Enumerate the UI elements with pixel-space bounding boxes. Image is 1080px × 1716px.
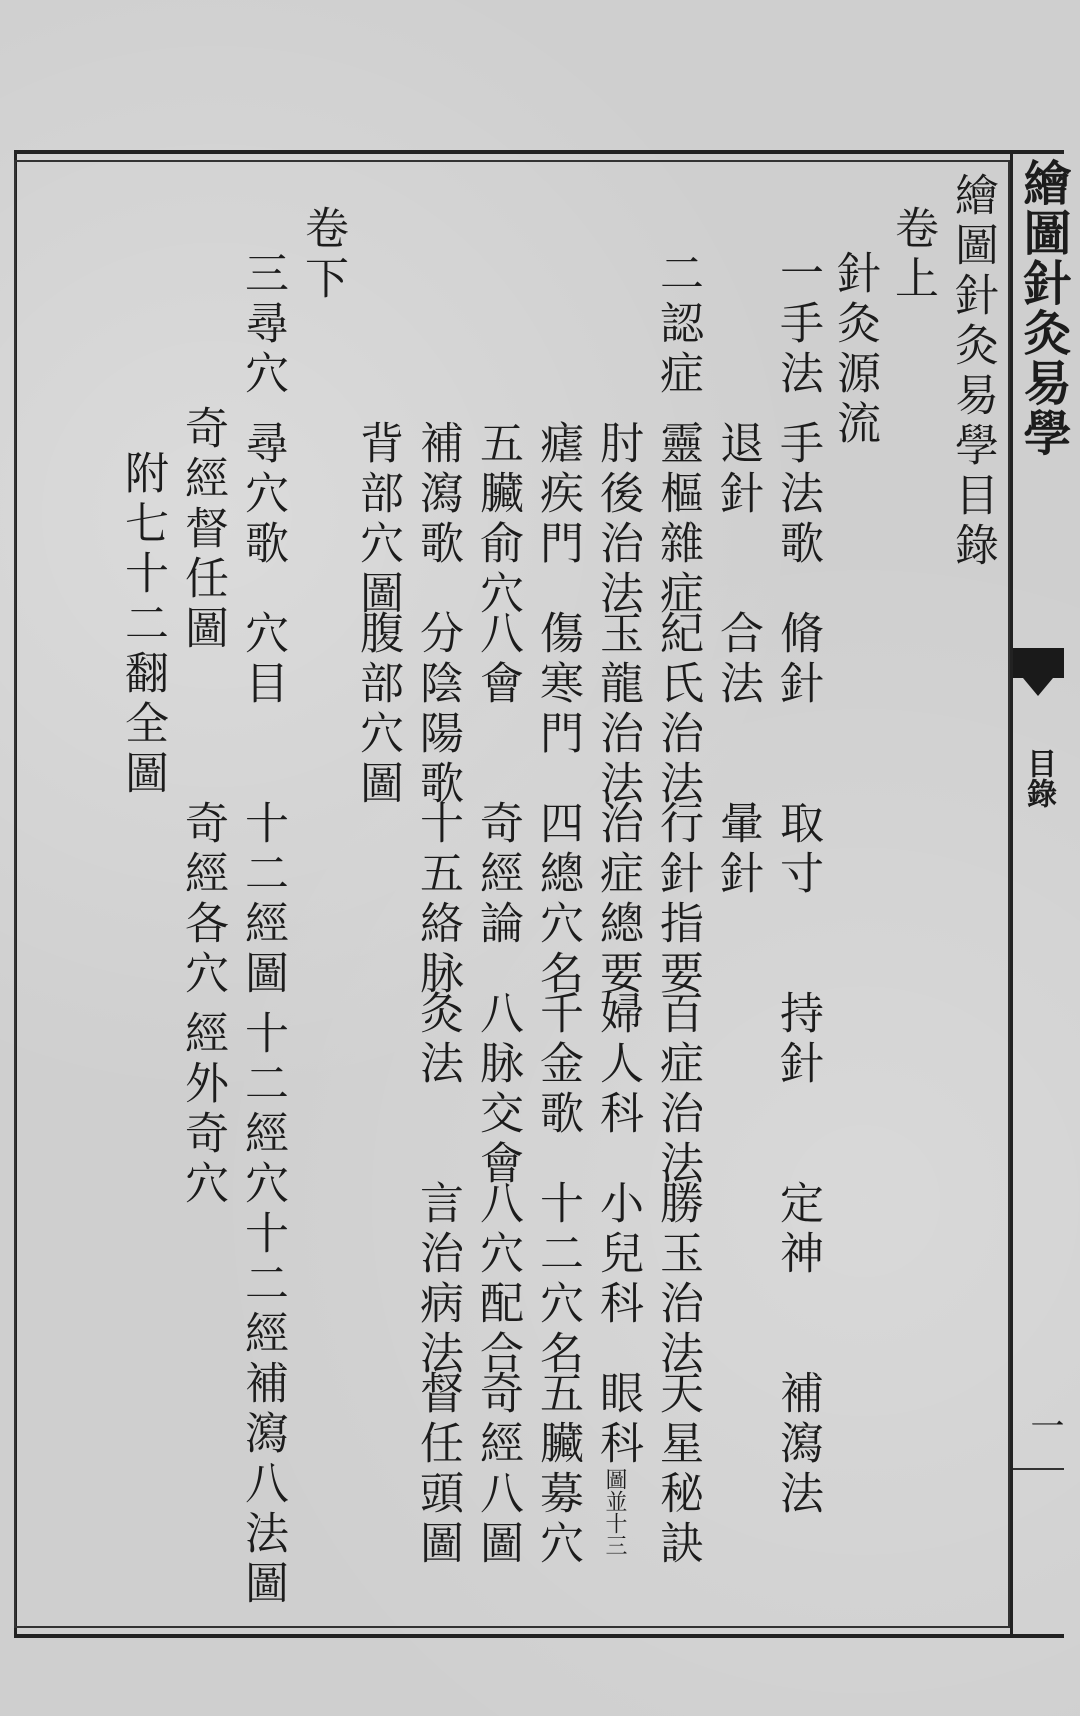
fishtail-mark bbox=[1013, 648, 1064, 678]
banxin-strip bbox=[1010, 150, 1071, 1638]
toc-entry: 十二經圖 bbox=[237, 800, 288, 1000]
banxin-section: 目錄 bbox=[1021, 748, 1056, 808]
toc-entry: 督任頭圖 bbox=[412, 1370, 463, 1570]
toc-entry: 補瀉歌 bbox=[412, 420, 463, 570]
toc-entry: 奇經八圖 bbox=[472, 1370, 523, 1570]
toc-entry: 穴目 bbox=[237, 610, 288, 710]
toc-entry: 五臟俞穴 bbox=[472, 420, 523, 620]
toc-entry: 行針指要 bbox=[652, 800, 703, 1000]
toc-entry: 八會 bbox=[472, 610, 523, 710]
toc-entry: 八穴配合 bbox=[472, 1180, 523, 1380]
toc-entry: 定神 bbox=[772, 1180, 823, 1280]
toc-entry: 灸法 bbox=[412, 990, 463, 1090]
toc-entry: 腹部穴圖 bbox=[352, 610, 403, 810]
toc-entry: 合法 bbox=[712, 610, 763, 710]
toc-entry: 奇經督任圖 bbox=[177, 405, 228, 655]
toc-entry: 補瀉法 bbox=[772, 1370, 823, 1520]
section-heading: 三尋穴 bbox=[237, 250, 288, 400]
toc-entry: 治症總要 bbox=[592, 800, 643, 1000]
toc-entry: 小兒科 bbox=[592, 1180, 643, 1330]
toc-entry: 十五絡脉 bbox=[412, 800, 463, 1000]
toc-entry: 肘後治法 bbox=[592, 420, 643, 620]
toc-entry: 針灸源流 bbox=[829, 250, 880, 450]
volume-label-upper: 卷上 bbox=[887, 205, 938, 305]
page-number: 一 bbox=[1024, 1408, 1064, 1442]
toc-entry: 靈樞雜症 bbox=[652, 420, 703, 620]
toc-entry: 勝玉治法 bbox=[652, 1180, 703, 1380]
toc-entry: 取寸 bbox=[772, 800, 823, 900]
toc-entry: 脩針 bbox=[772, 610, 823, 710]
toc-entry: 四總穴名 bbox=[532, 800, 583, 1000]
volume-label-lower: 卷下 bbox=[297, 205, 348, 305]
book-title: 繪圖針灸易學目錄 bbox=[947, 172, 998, 572]
toc-entry: 天星秘訣 bbox=[652, 1370, 703, 1570]
toc-entry: 瘧疾門 bbox=[532, 420, 583, 570]
banxin-divider bbox=[1013, 1468, 1064, 1470]
toc-entry: 手法歌 bbox=[772, 420, 823, 570]
toc-entry: 百症治法 bbox=[652, 990, 703, 1190]
toc-entry: 言治病法 bbox=[412, 1180, 463, 1380]
toc-entry: 千金歌 bbox=[532, 990, 583, 1140]
toc-entry: 傷寒門 bbox=[532, 610, 583, 760]
toc-entry: 經外奇穴 bbox=[177, 1010, 228, 1210]
toc-entry: 紀氏治法 bbox=[652, 610, 703, 810]
toc-entry: 退針 bbox=[712, 420, 763, 520]
toc-entry: 附七十二翻全圖 bbox=[117, 450, 168, 800]
toc-entry: 玉龍治法 bbox=[592, 610, 643, 810]
toc-annotation: 圖並十三 bbox=[602, 1468, 627, 1556]
toc-entry: 十二經穴 bbox=[237, 1010, 288, 1210]
toc-entry: 十二經補瀉八法圖 bbox=[237, 1210, 288, 1610]
toc-entry: 持針 bbox=[772, 990, 823, 1090]
toc-entry: 婦人科 bbox=[592, 990, 643, 1140]
toc-entry: 奇經論 bbox=[472, 800, 523, 950]
toc-entry: 分陰陽歌 bbox=[412, 610, 463, 810]
toc-entry: 背部穴圖 bbox=[352, 420, 403, 620]
toc-entry: 尋穴歌 bbox=[237, 420, 288, 570]
toc-entry: 暈針 bbox=[712, 800, 763, 900]
section-heading: 二認症 bbox=[652, 250, 703, 400]
section-heading: 一手法 bbox=[772, 250, 823, 400]
toc-entry: 眼科 bbox=[592, 1370, 643, 1470]
toc-entry: 奇經各穴 bbox=[177, 800, 228, 1000]
toc-entry: 八脉交會 bbox=[472, 990, 523, 1190]
toc-entry: 五臟募穴 bbox=[532, 1370, 583, 1570]
toc-entry: 十二穴名 bbox=[532, 1180, 583, 1380]
banxin-title: 繪圖針灸易學 bbox=[1015, 158, 1071, 458]
